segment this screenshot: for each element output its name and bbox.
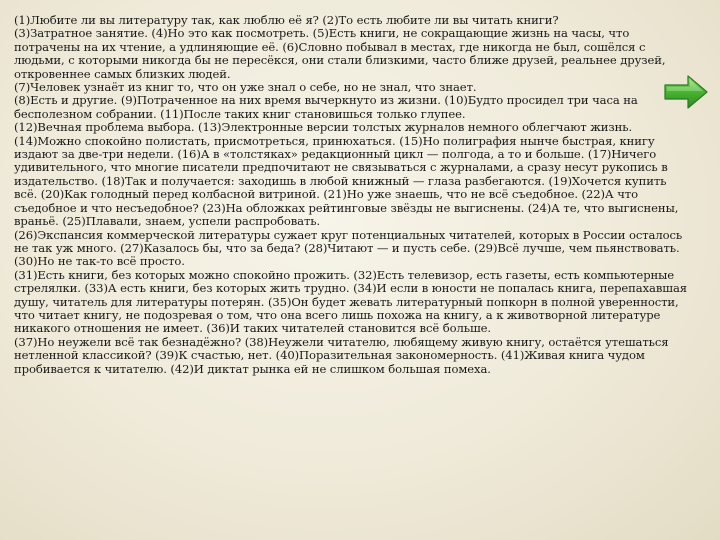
paragraph-4: (8)Есть и другие. (9)Потраченное на них время вычеркнуто из жизни. (10)Будто просидел три часа на бесполезном собрании. (11)После таких книг становишься только глупее. <box>14 93 638 121</box>
paragraph-5: (12)Вечная проблема выбора. (13)Электронные версии толстых журналов немного облегчают жизнь. (14)Можно спокойно полистать, присмотреться, принюхаться. (15)Но полиграфия нынче быстрая, книгу издают за две-три недели. (16)А в «толстяках» редакционный цикл — полгода, а то и больше. (17)Ничего удивительного, что многие писатели предпочитают не связываться с журналами, а сразу несут рукопись в издательство. (18)Так и получается: заходишь в любой книжный — глаза разбегаются. (19)Хочется купить всё. (20)Как голодный перед колбасной витриной. (21)Но уже знаешь, что не всё съедобное. (22)А что съедобное и что несъедобное? (23)На обложках рейтинговые звёзды не выгиснены. (24)А те, что выгиснены, враньё. (25)Плавали, знаем, успели распробовать. <box>14 120 679 229</box>
next-slide-button[interactable] <box>662 72 710 112</box>
green-right-arrow-icon <box>662 72 710 112</box>
paragraph-6: (26)Экспансия коммерческой литературы сужает круг потенциальных читателей, которых в России осталось не так уж много. (27)Казалось бы, что за беда? (28)Читают — и пусть себе. (29)Всё лучше, чем пьянствовать. (30)Но не так-то всё просто. <box>14 227 683 269</box>
paragraph-3: (7)Человек узнаёт из книг то, что он уже знал о себе, но не знал, что знает. <box>14 80 477 95</box>
paragraph-7: (31)Есть книги, без которых можно спокойно прожить. (32)Есть телевизор, есть газеты, есть компьютерные стрелялки. (33)А есть книги, без которых жить трудно. (34)И если в юности не попалась книга, перепахавшая душу, читатель для литературы потерян. (35)Он будет жевать литературный попкорн в полной уверенности, что читает книгу, не подозревая о том, что она всего лишь похожа на книгу, а к животворной литературе никакого отношения не имеет. (36)И таких читателей становится всё больше. <box>14 267 688 336</box>
paragraph-8: (37)Но неужели всё так безнадёжно? (38)Неужели читателю, любящему живую книгу, остаётся утешаться нетленной классикой? (39)К счастью, нет. (40)Поразительная закономерность. (41)Живая книга чудом пробивается к читателю. (42)И диктат рынка ей не слишком большая помеха. <box>14 334 669 376</box>
text-body <box>14 14 692 376</box>
paragraph-1: (1)Любите ли вы литературу так, как люблю её я? (2)То есть любите ли вы читать книги? <box>14 13 559 27</box>
paragraph-2: (3)Затратное занятие. (4)Но это как посмотреть. (5)Есть книги, не сокращающие жизнь на часы, что потрачены на их чтение, а удлиняющие её. (6)Словно побывал в местах, где никогда не был, сошёлся с людьми, с которыми никогда бы не пересёкся, они стали близкими, часто ближе друзей, реальнее друзей, откровеннее самых близких людей. <box>14 26 666 81</box>
